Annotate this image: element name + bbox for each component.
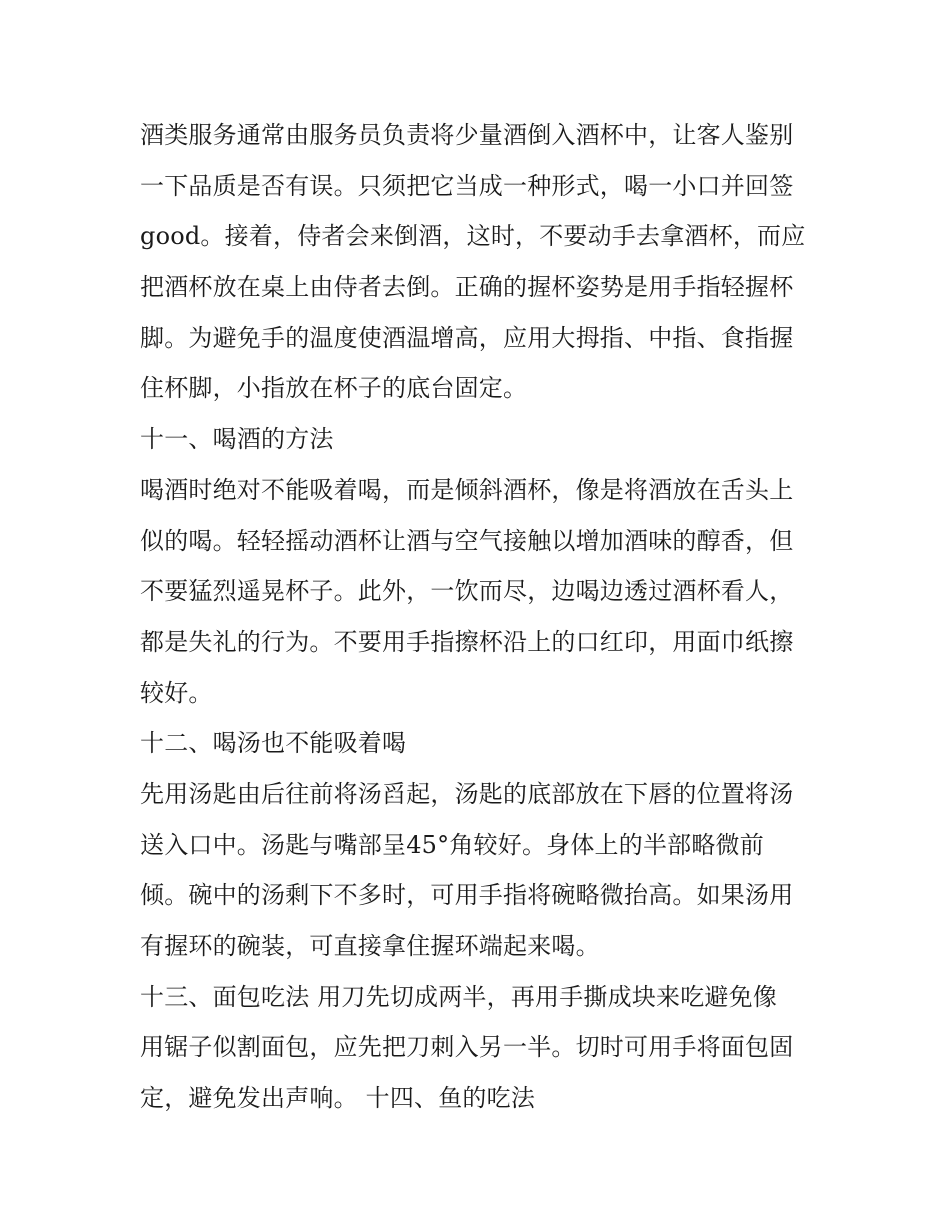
- text-line: 似的喝。轻轻摇动酒杯让酒与空气接触以增加酒味的醇香，但: [140, 526, 794, 555]
- text-line: 先用汤匙由后往前将汤舀起，汤匙的底部放在下唇的位置将汤: [140, 779, 794, 808]
- text-line: 不要猛烈遥晃杯子。此外，一饮而尽，边喝边透过酒杯看人，: [140, 577, 794, 606]
- text-line: 都是失礼的行为。不要用手指擦杯沿上的口红印，用面巾纸擦: [140, 627, 794, 656]
- text-line: 定，避免发出声响。 十四、鱼的吃法: [140, 1084, 536, 1113]
- text-line: 用锯子似割面包，应先把刀刺入另一半。切时可用手将面包固: [140, 1033, 794, 1062]
- section-heading: 十一、喝酒的方法: [140, 425, 334, 454]
- text-line: 有握环的碗装，可直接拿住握环端起来喝。: [140, 932, 600, 960]
- text-line: 把酒杯放在桌上由侍者去倒。正确的握杯姿势是用手指轻握杯: [140, 273, 794, 302]
- text-line: 住杯脚，小指放在杯子的底台固定。: [140, 374, 528, 403]
- text-line: 脚。为避免手的温度使酒温增高，应用大拇指、中指、食指握: [140, 323, 794, 352]
- section-heading: 十三、面包吃法 用刀先切成两半，再用手撕成块来吃避免像: [140, 982, 778, 1011]
- text-line: 一下品质是否有误。只须把它当成一种形式，喝一小口并回签: [140, 171, 794, 200]
- text-line: 喝酒时绝对不能吸着喝，而是倾斜酒杯，像是将酒放在舌头上: [140, 475, 794, 504]
- document-body: [140, 110, 820, 1124]
- text-line: 酒类服务通常由服务员负责将少量酒倒入酒杯中，让客人鉴别: [140, 121, 794, 149]
- text-line: good。接着，侍者会来倒酒，这时，不要动手去拿酒杯，而应: [140, 222, 806, 251]
- text-line: 较好。: [140, 678, 213, 707]
- text-line: 送入口中。汤匙与嘴部呈45°角较好。身体上的半部略微前: [140, 830, 764, 859]
- text-line: 倾。碗中的汤剩下不多时，可用手指将碗略微抬高。如果汤用: [140, 881, 794, 910]
- section-heading: 十二、喝汤也不能吸着喝: [140, 729, 407, 758]
